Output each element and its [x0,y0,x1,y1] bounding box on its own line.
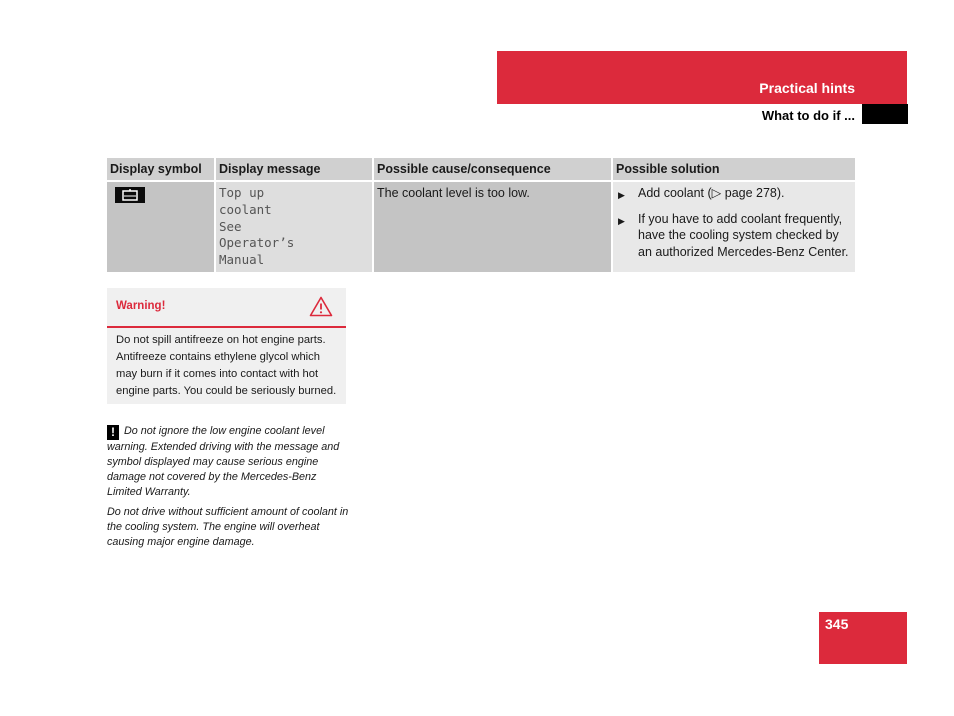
subsection-tab-marker [862,104,908,124]
table-row [107,181,855,272]
column-header-message: Display message [215,158,373,181]
display-messages-table [107,158,855,272]
warning-triangle-icon [309,296,333,322]
cell-possible-solution [612,181,855,272]
message-line: See [219,218,242,234]
message-line: coolant [219,201,272,217]
message-line: Manual [219,252,265,268]
bullet-arrow-icon: ▶ [618,215,625,226]
notice-paragraph: Do not drive without sufficient amount of coolant in the cooling system. The engine will overheat causing major engine damage. [107,506,349,548]
warning-text: Do not spill antifreeze on hot engine parts. Antifreeze contains ethylene glycol which may burn if it comes into contact with hot engine parts. You could be seriously burned. [116,334,337,397]
column-header-cause: Possible cause/consequence [373,158,612,181]
notice-block [107,424,349,555]
column-header-symbol: Display symbol [107,158,215,181]
coolant-level-icon [115,187,145,203]
section-title: Practical hints [759,80,855,96]
notice-paragraph [107,424,349,500]
subsection-title: What to do if ... [761,108,855,123]
solution-text: If you have to add coolant frequently, have the cooling system checked by an authorized Mercedes-Benz Center. [638,211,849,259]
page-number: 345 [825,616,849,632]
warning-label: Warning! [116,300,166,312]
bullet-arrow-icon: ▶ [618,190,625,200]
message-line: Operator’s [219,235,295,251]
column-header-solution: Possible solution [612,158,855,181]
warning-header [107,288,346,328]
table-header-row [107,158,855,181]
exclamation-icon: ! [107,425,119,440]
solution-item [616,185,852,204]
solution-item [616,211,852,261]
header-band [497,51,907,104]
cell-display-message [215,181,373,272]
message-line: Top up [219,185,265,200]
notice-text: Do not ignore the low engine coolant level warning. Extended driving with the message and symbol displayed may cause serious engine damage not covered by the Mercedes-Benz Limited Warranty. [107,425,340,498]
cell-display-symbol [107,181,215,272]
solution-text: Add coolant (▷ page 278). [638,186,785,200]
warning-box [107,288,346,404]
cell-possible-cause: The coolant level is too low. [373,181,612,272]
